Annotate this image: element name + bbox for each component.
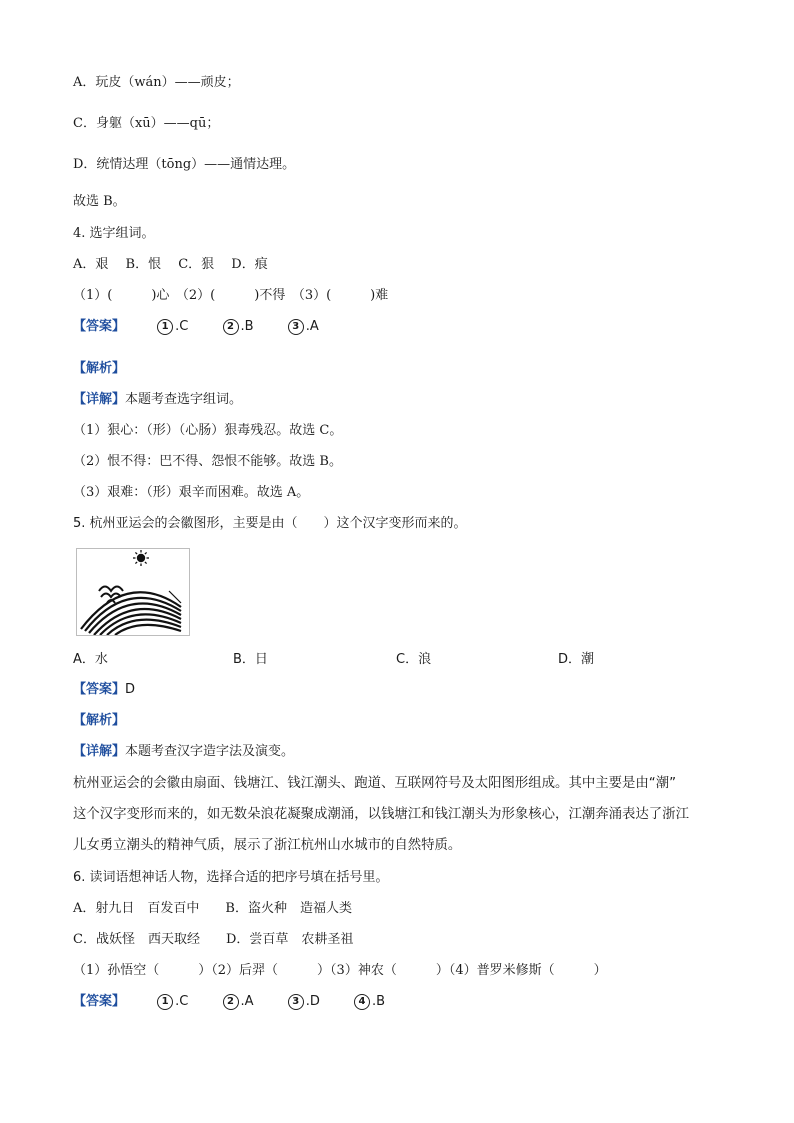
answer-tag: 【答案】 bbox=[73, 682, 126, 697]
q4-answer-2: 2 .B bbox=[223, 318, 254, 336]
q3-choice: 故选 B。 bbox=[73, 194, 126, 209]
q4-options: A．艰 B．恨 C．狠 D．痕 bbox=[73, 257, 268, 272]
q6-answer-3: 3 .D bbox=[288, 993, 320, 1011]
q5-option-a: A．水 bbox=[73, 652, 108, 667]
detail-tag: 【详解】 bbox=[73, 744, 126, 759]
q4-answer-line bbox=[73, 318, 349, 336]
q5-answer-line bbox=[73, 681, 135, 699]
q3-option-d: D．统情达理（tōng）——通情达理。 bbox=[73, 157, 296, 172]
q4-detail-line: 【详解】本题考查选字组词。 bbox=[73, 392, 243, 407]
q5-analysis-tag: 【解析】 bbox=[73, 713, 126, 728]
q6-answer-1: 1 .C bbox=[157, 993, 188, 1011]
q5-paragraph-1: 杭州亚运会的会徽由扇面、钱塘江、钱江潮头、跑道、互联网符号及太阳图形组成。其中主要是由“潮” bbox=[73, 776, 677, 791]
q4-detail-1: （1）狠心：（形）（心肠）狠毒残忍。故选 C。 bbox=[73, 423, 343, 438]
q5-option-d: D．潮 bbox=[558, 652, 595, 667]
q4-analysis-tag: 【解析】 bbox=[73, 361, 126, 376]
q6-answer-line bbox=[73, 993, 415, 1011]
q3-option-a: A．玩皮（wán）——顽皮； bbox=[73, 75, 240, 90]
q4-answer-3: 3 .A bbox=[288, 318, 319, 336]
q5-detail-line: 【详解】本题考查汉字造字法及演变。 bbox=[73, 744, 295, 759]
q5-option-b: B．日 bbox=[233, 652, 268, 667]
q6-row-1: A．射九日 百发百中 B．盗火种 造福人类 bbox=[73, 901, 352, 916]
q5-paragraph-3: 儿女勇立潮头的精神气质，展示了浙江杭州山水城市的自然特质。 bbox=[73, 838, 462, 853]
answer-tag: 【答案】 bbox=[73, 994, 126, 1009]
q5-paragraph-2: 这个汉字变形而来的，如无数朵浪花凝聚成潮涌，以钱塘江和钱江潮头为形象核心，江潮奔涌表达了浙江 bbox=[73, 807, 689, 822]
q5-title: 5. 杭州亚运会的会徽图形，主要是由（ ）这个汉字变形而来的。 bbox=[73, 516, 467, 531]
q6-answer-4: 4 .B bbox=[354, 993, 385, 1011]
asian-games-emblem-image bbox=[76, 548, 190, 636]
q6-row-2: C．战妖怪 西天取经 D．尝百草 农耕圣祖 bbox=[73, 932, 354, 947]
q3-option-c: C．身躯（xū）——qū； bbox=[73, 116, 220, 131]
q6-answer-2: 2 .A bbox=[223, 993, 254, 1011]
q4-title: 4. 选字组词。 bbox=[73, 226, 155, 241]
q6-blanks: （1）孙悟空（ ）（2）后羿（ ）（3）神农（ ）（4）普罗米修斯（ ） bbox=[73, 963, 607, 978]
q6-title: 6. 读词语想神话人物，选择合适的把序号填在括号里。 bbox=[73, 870, 389, 885]
detail-tag: 【详解】 bbox=[73, 392, 126, 407]
q4-detail-2: （2）恨不得：巴不得、怨恨不能够。故选 B。 bbox=[73, 454, 342, 469]
answer-tag: 【答案】 bbox=[73, 319, 126, 334]
emblem-icon bbox=[77, 549, 189, 635]
q5-answer: D bbox=[125, 682, 136, 697]
q4-blanks: （1）( )心 （2）( )不得 （3）( )难 bbox=[73, 288, 389, 303]
q4-detail-3: （3）艰难：（形）艰辛而困难。故选 A。 bbox=[73, 485, 310, 500]
q4-answer-1: 1 .C bbox=[157, 318, 188, 336]
q5-option-c: C．浪 bbox=[396, 652, 432, 667]
